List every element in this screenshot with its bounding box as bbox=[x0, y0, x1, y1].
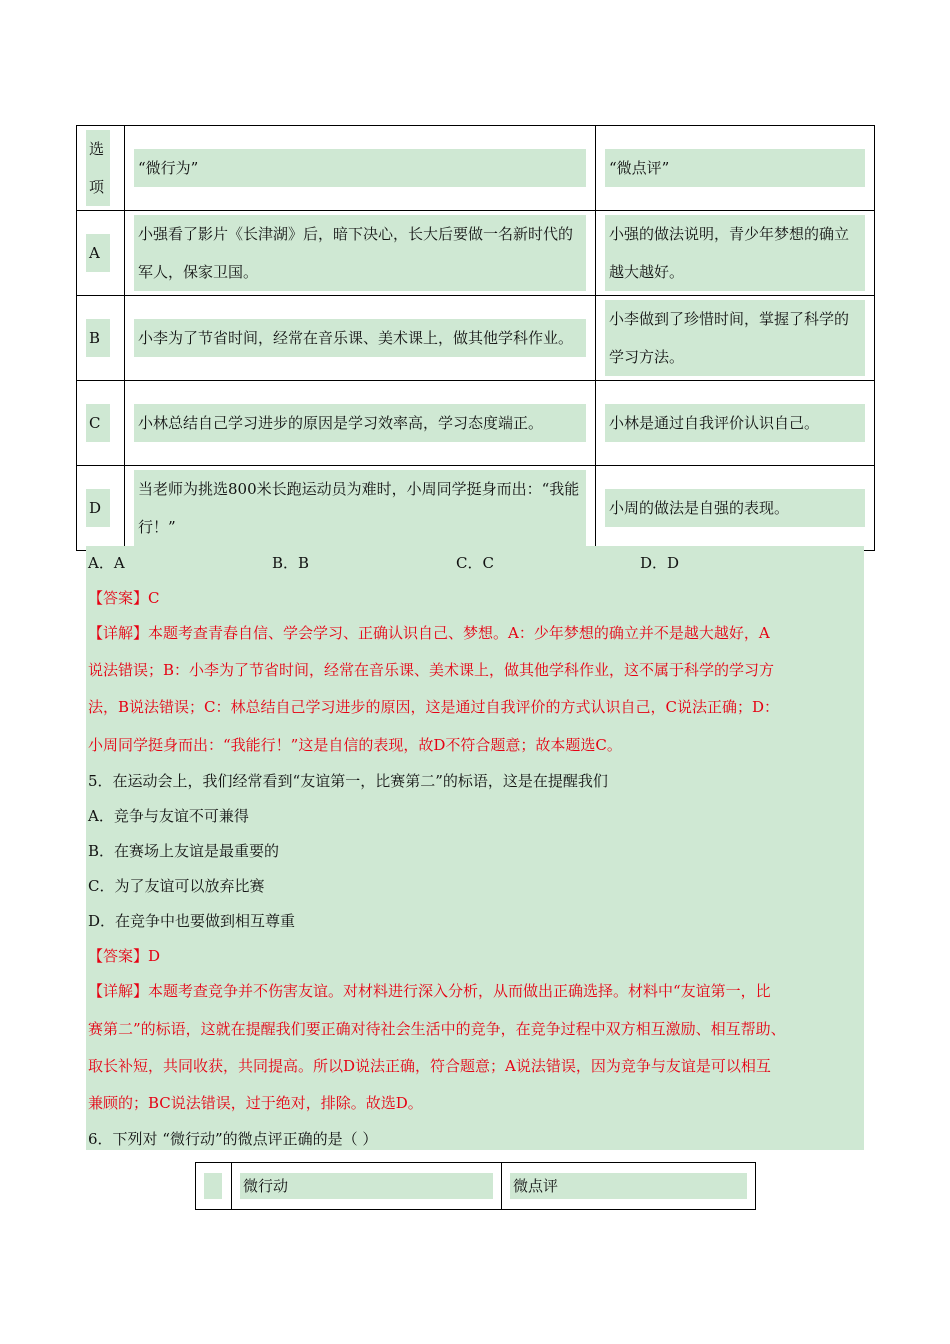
q4-explanation-line: 小周同学挺身而出：“我能行！”这是自信的表现，故D不符合题意；故本题选C。 bbox=[88, 736, 622, 754]
q4-option-b: B．B bbox=[272, 554, 310, 572]
table-row bbox=[77, 466, 875, 551]
q6-question: 6．下列对 “微行动”的微点评正确的是（ ） bbox=[88, 1130, 378, 1148]
q5-answer: 【答案】D bbox=[88, 947, 161, 965]
q4-option-d: D．D bbox=[640, 554, 680, 572]
table-header-row bbox=[77, 126, 875, 211]
header-comment: 微点评 bbox=[510, 1173, 747, 1199]
q5-option-d: D．在竞争中也要做到相互尊重 bbox=[88, 912, 296, 930]
table-row bbox=[77, 381, 875, 466]
comment-text: 小周的做法是自强的表现。 bbox=[605, 489, 865, 527]
behavior-text: 小李为了节省时间，经常在音乐课、美术课上，做其他学科作业。 bbox=[134, 319, 586, 357]
q4-explanation-line: 说法错误；B：小李为了节省时间，经常在音乐课、美术课上，做其他学科作业，这不属于科学的学习方 bbox=[88, 661, 775, 679]
header-comment: “微点评” bbox=[605, 149, 865, 187]
q5-option-a: A．竞争与友谊不可兼得 bbox=[88, 807, 249, 825]
q4-explanation-line: 【详解】本题考查青春自信、学会学习、正确认识自己、梦想。A：少年梦想的确立并不是越大越好，A bbox=[88, 624, 770, 642]
q4-option-c: C．C bbox=[456, 554, 494, 572]
option-label: A bbox=[86, 234, 110, 272]
table-row bbox=[77, 296, 875, 381]
table-row bbox=[77, 211, 875, 296]
behavior-text: 小强看了影片《长津湖》后，暗下决心，长大后要做一名新时代的军人，保家卫国。 bbox=[134, 215, 586, 291]
header-action: 微行动 bbox=[240, 1173, 493, 1199]
q5-explanation-line: 取长补短，共同收获，共同提高。所以D说法正确，符合题意；A说法错误，因为竞争与友谊是可以相互 bbox=[88, 1057, 771, 1075]
header-behavior: “微行为” bbox=[134, 149, 586, 187]
comment-text: 小强的做法说明，青少年梦想的确立越大越好。 bbox=[605, 215, 865, 291]
option-cell bbox=[204, 1173, 222, 1199]
q4-answer: 【答案】C bbox=[88, 589, 160, 607]
behavior-text: 当老师为挑选800米长跑运动员为难时，小周同学挺身而出：“我能行！” bbox=[134, 470, 586, 546]
option-label: C bbox=[86, 404, 110, 442]
behavior-text: 小林总结自己学习进步的原因是学习效率高，学习态度端正。 bbox=[134, 404, 586, 442]
q4-options bbox=[88, 546, 868, 581]
comment-text: 小李做到了珍惜时间，掌握了科学的学习方法。 bbox=[605, 300, 865, 376]
q5-option-b: B．在赛场上友谊是最重要的 bbox=[88, 842, 280, 860]
header-option: 选项 bbox=[86, 130, 110, 206]
q5-explanation-line: 赛第二”的标语，这就在提醒我们要正确对待社会生活中的竞争，在竞争过程中双方相互激励、相互帮助、 bbox=[88, 1020, 786, 1038]
option-label: D bbox=[86, 489, 110, 527]
q5-explanation-line: 兼顾的；BC说法错误，过于绝对，排除。故选D。 bbox=[88, 1094, 423, 1112]
q5-question: 5．在运动会上，我们经常看到“友谊第一，比赛第二”的标语，这是在提醒我们 bbox=[88, 772, 608, 790]
option-label: B bbox=[86, 319, 110, 357]
question6-table bbox=[195, 1162, 756, 1210]
question4-table bbox=[76, 125, 875, 551]
q4-explanation-line: 法，B说法错误；C：林总结自己学习进步的原因，这是通过自我评价的方式认识自己，C说法正确；D： bbox=[88, 698, 780, 716]
comment-text: 小林是通过自我评价认识自己。 bbox=[605, 404, 865, 442]
q5-option-c: C．为了友谊可以放弃比赛 bbox=[88, 877, 265, 895]
q5-explanation-line: 【详解】本题考查竞争并不伤害友谊。对材料进行深入分析，从而做出正确选择。材料中“友谊第一，比 bbox=[88, 982, 771, 1000]
table-header-row bbox=[196, 1163, 756, 1210]
q4-option-a: A．A bbox=[88, 554, 125, 572]
